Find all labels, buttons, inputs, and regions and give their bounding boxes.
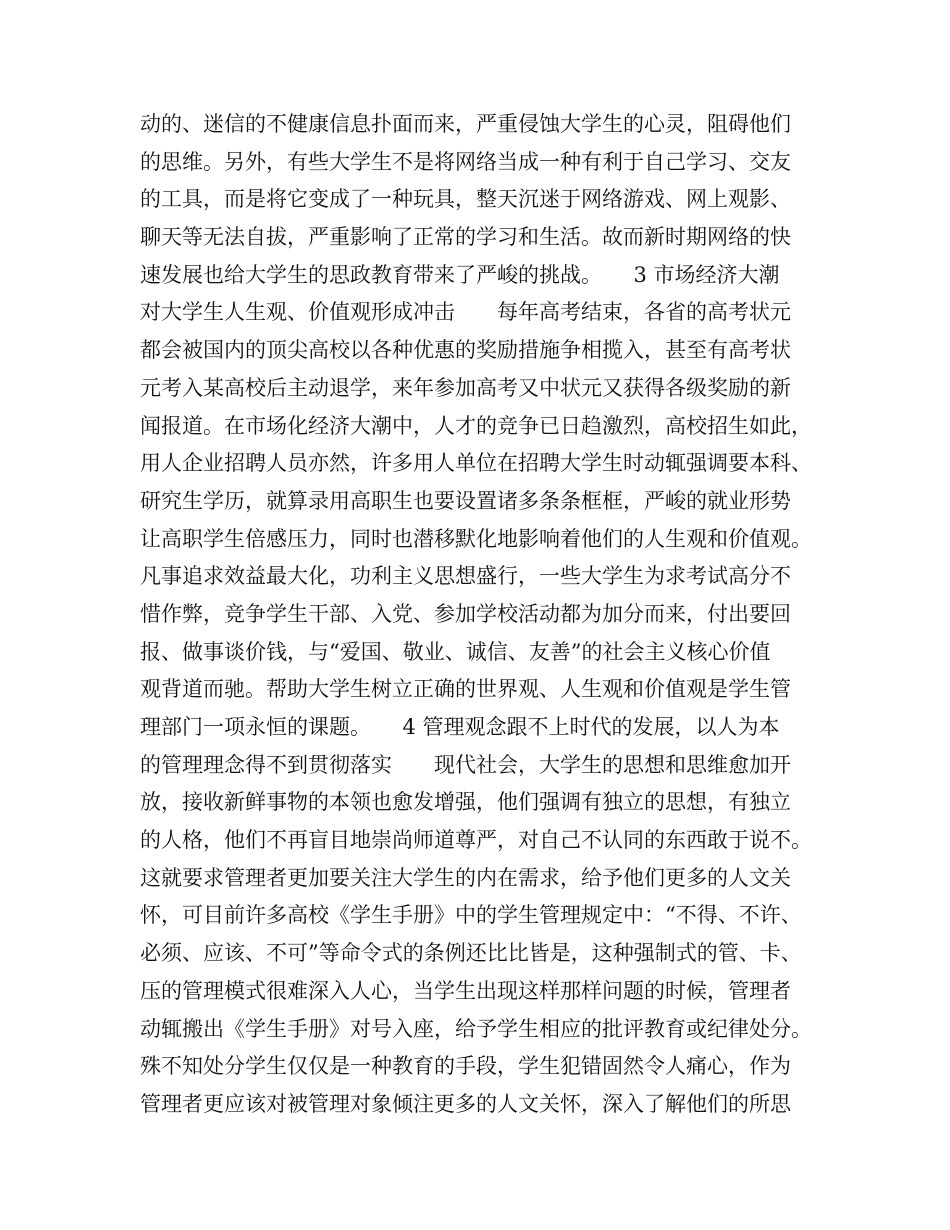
text-line: 动的、迷信的不健康信息扑面而来，严重侵蚀大学生的心灵，阻碍他们	[140, 112, 791, 136]
text-line: 惜作弊，竞争学生干部、入党、参加学校活动都为加分而来，付出要回	[140, 601, 791, 626]
text-line: 殊不知处分学生仅仅是一种教育的手段，学生犯错固然令人痛心，作为	[140, 1054, 791, 1079]
text-line: 闻报道。在市场化经济大潮中，人才的竞争已日趋激烈，高校招生如此，	[140, 413, 812, 438]
text-line: 必须、应该、不可”等命令式的条例还比比皆是，这种强制式的管、卡、	[140, 941, 802, 966]
text-line: 报、做事谈价钱，与“爱国、敬业、诚信、友善”的社会主义核心价值	[140, 639, 771, 664]
text-line: 元考入某高校后主动退学，来年参加高考又中状元又获得各级奖励的新	[140, 375, 791, 400]
text-line: 的人格，他们不再盲目地崇尚师道尊严，对自己不认同的东西敢于说不。	[140, 828, 812, 853]
text-line: 的工具，而是将它变成了一种玩具，整天沉迷于网络游戏、网上观影、	[140, 187, 791, 212]
text-line: 速发展也给大学生的思政教育带来了严峻的挑战。 3 市场经济大潮	[140, 262, 780, 287]
text-line: 放，接收新鲜事物的本领也愈发增强，他们强调有独立的思想，有独立	[140, 790, 791, 815]
text-line: 理部门一项永恒的课题。 4 管理观念跟不上时代的发展，以人为本	[140, 715, 780, 739]
text-line: 都会被国内的顶尖高校以各种优惠的奖励措施争相揽入，甚至有高考状	[140, 338, 791, 363]
text-line: 用人企业招聘人员亦然，许多用人单位在招聘大学生时动辄强调要本科、	[140, 451, 812, 476]
text-line: 对大学生人生观、价值观形成冲击 每年高考结束，各省的高考状元	[140, 300, 791, 325]
text-line: 的思维。另外，有些大学生不是将网络当成一种有利于自己学习、交友	[140, 149, 791, 174]
text-line: 观背道而驰。帮助大学生树立正确的世界观、人生观和价值观是学生管	[140, 677, 791, 702]
text-line: 研究生学历，就算录用高职生也要设置诸多条条框框，严峻的就业形势	[140, 488, 791, 513]
text-line: 怀，可目前许多高校《学生手册》中的学生管理规定中：“不得、不许、	[140, 903, 802, 928]
body-text	[140, 106, 830, 1124]
text-line: 凡事追求效益最大化，功利主义思想盛行，一些大学生为求考试高分不	[140, 564, 791, 589]
text-line: 动辄搬出《学生手册》对号入座，给予学生相应的批评教育或纪律处分。	[140, 1016, 812, 1041]
text-line: 让高职学生倍感压力，同时也潜移默化地影响着他们的人生观和价值观。	[140, 526, 812, 551]
text-line: 管理者更应该对被管理对象倾注更多的人文关怀，深入了解他们的所思	[140, 1091, 791, 1116]
text-line: 压的管理模式很难深入人心，当学生出现这样那样问题的时候，管理者	[140, 978, 791, 1003]
text-line: 这就要求管理者更加要关注大学生的内在需求，给予他们更多的人文关	[140, 865, 791, 890]
text-line: 的管理理念得不到贯彻落实 现代社会，大学生的思想和思维愈加开	[140, 752, 791, 777]
text-line: 聊天等无法自拔，严重影响了正常的学习和生活。故而新时期网络的快	[140, 225, 791, 250]
